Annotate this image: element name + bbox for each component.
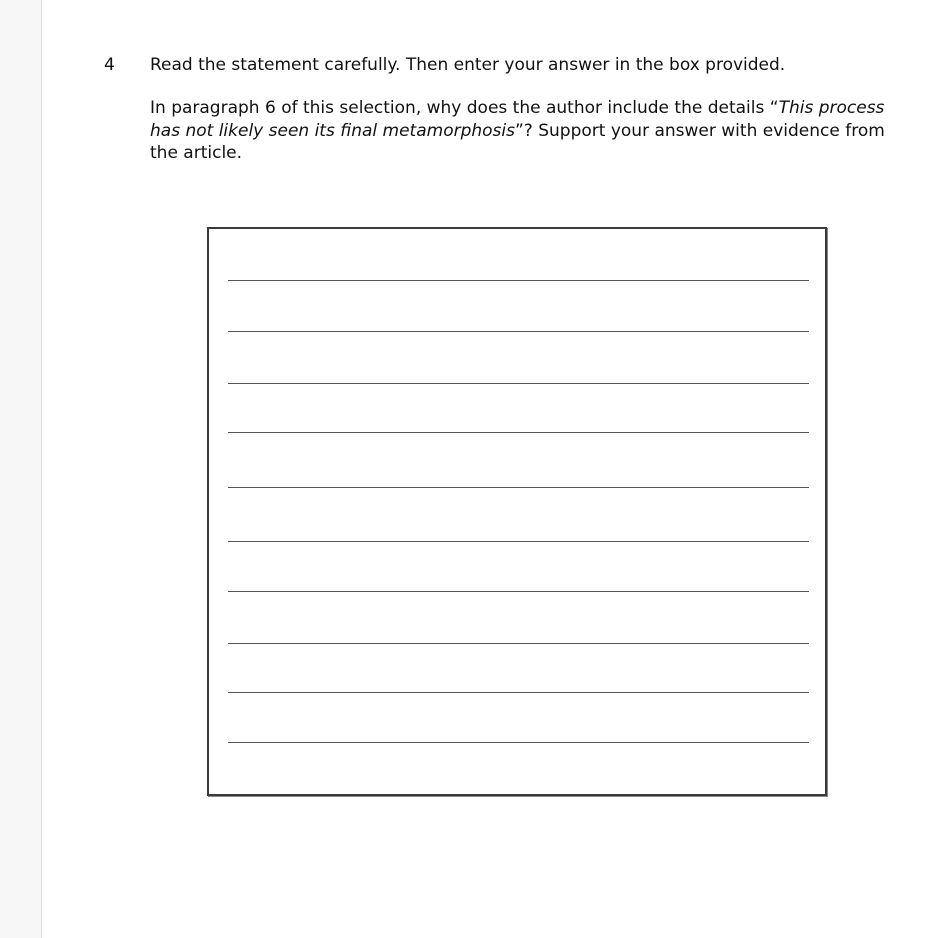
answer-line [228, 591, 809, 592]
answer-line [228, 383, 809, 384]
answer-line [228, 692, 809, 693]
answer-box[interactable] [207, 227, 827, 796]
answer-line [228, 280, 809, 281]
answer-line [228, 742, 809, 743]
prompt-text-after: ”? Support your answer with evidence from the article. [150, 120, 885, 163]
answer-line [228, 331, 809, 332]
answer-line [228, 432, 809, 433]
prompt-text-before: In paragraph 6 of this selection, why does the author include the details “ [150, 98, 779, 118]
answer-line [228, 643, 809, 644]
question-number: 4 [104, 55, 115, 75]
left-margin-gutter [0, 0, 42, 938]
prompt-quote: This process has not likely seen its final metamorphosis [150, 98, 885, 141]
question-prompt [150, 97, 900, 165]
question-instruction: Read the statement carefully. Then enter your answer in the box provided. [150, 55, 786, 75]
answer-line [228, 541, 809, 542]
answer-line [228, 487, 809, 488]
